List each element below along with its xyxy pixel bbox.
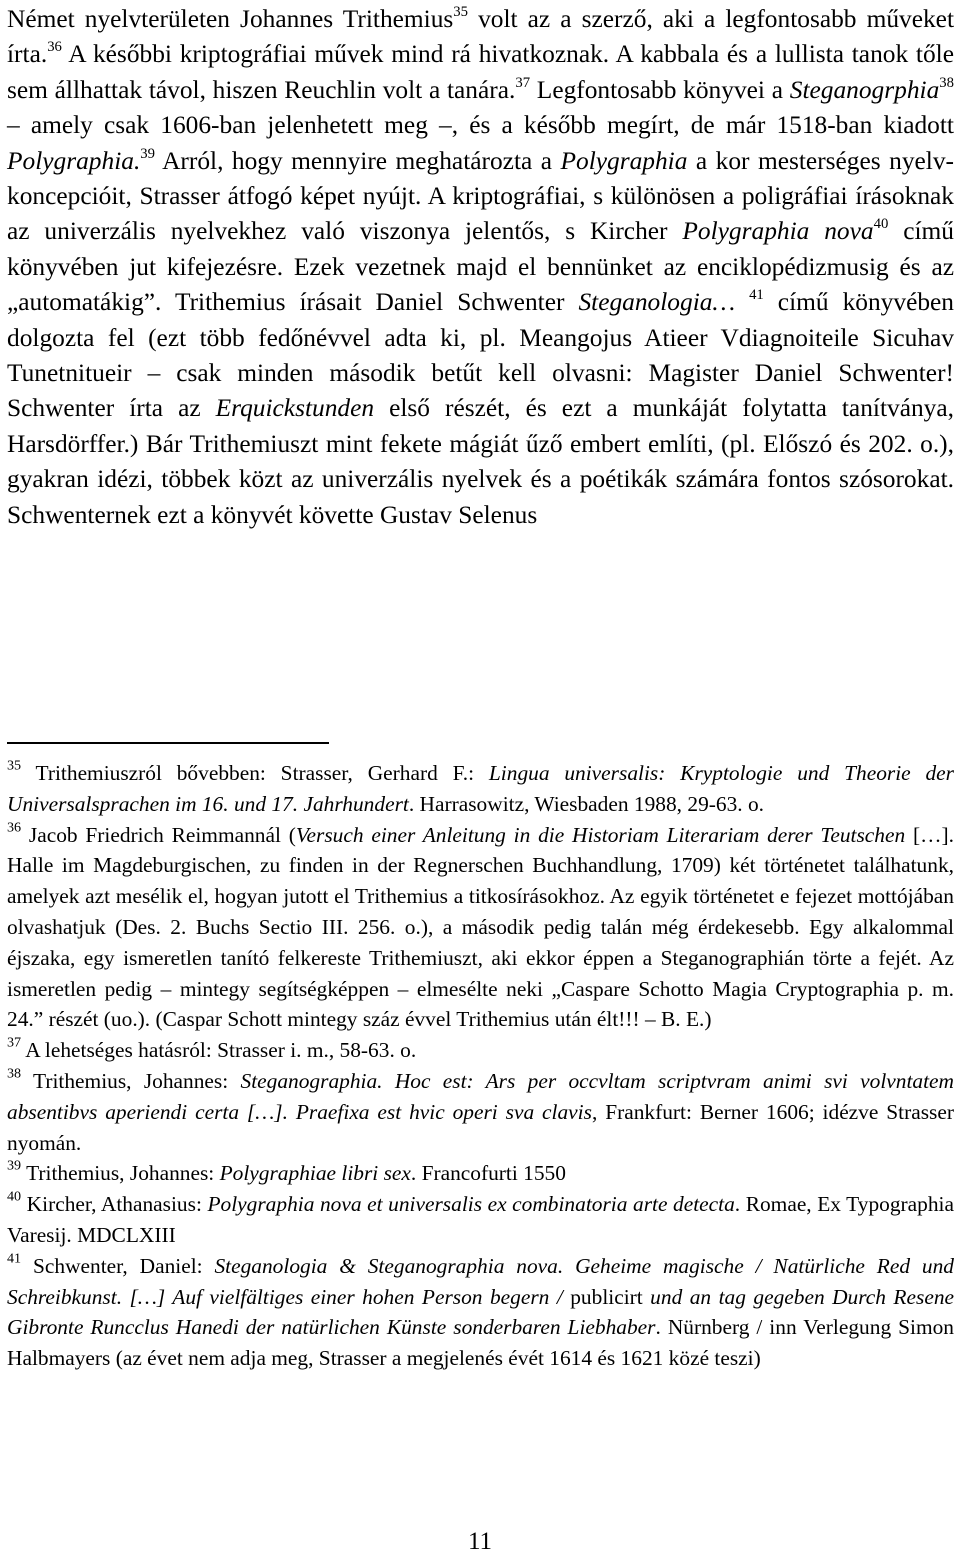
text-run: Német nyelvterületen Johannes Trithemius (7, 5, 454, 33)
footnote-35 (7, 758, 954, 820)
text-run: . Romae, Ex Typographia Varesij. MDCLXIII (7, 1192, 954, 1247)
text-run: A lehetséges hatásról: Strasser i. m., 58-63. o. (21, 1038, 417, 1063)
page-number: 11 (467, 1528, 493, 1555)
text-run (735, 288, 749, 316)
text-run: Trithemius, Johannes: (21, 1068, 241, 1093)
footnote-36 (7, 820, 954, 1036)
text-run: A későbbi kriptográfiai művek mind rá hivatkoznak. A kabbala és a lullista tanok tőle sem állhattak távol, hiszen Reuchlin volt a tanára. (7, 40, 954, 104)
footnote-mark: 37 (7, 1034, 22, 1051)
italic-text: Polygraphia nova et universalis ex combinatoria arte detecta (207, 1192, 735, 1217)
italic-text: Steganogrphia (789, 75, 940, 104)
italic-text: Versuch einer Anleitung in die Historiam Literariam derer Teutschen (295, 822, 906, 847)
footnote-mark: 35 (7, 757, 22, 774)
italic-text: Lingua universalis: Kryptologie und Theorie der Universalsprachen im 16. und 17. Jahrhundert (7, 761, 954, 816)
text-run: – amely csak 1606-ban jelenhetett meg –, és a később megírt, de már 1518-ban kiadott (7, 111, 954, 140)
footnote-mark: 39 (7, 1157, 22, 1174)
text-run: . Harrasowitz, Wiesbaden 1988, 29-63. o. (408, 791, 765, 816)
footnote-mark: 38 (7, 1065, 22, 1082)
text-run: volt az a szerző, aki a legfontosabb műveket írta. (7, 5, 954, 69)
text-run: Kircher, Athanasius: (21, 1192, 208, 1217)
text-run: […]. Halle im Magdeburgischen, zu finden in der Regnerschen Buchhandlung, 1709) két történetet találhatunk, amelyek azt mesélik el, hogyan jutott el Trithemius a titkosírásokhoz. Az egyik történetet e fejezet mottójában olvashatjuk (Des. 2. Buchs Sectio III. 256. o.), a második pedig talán még érdekesebb. Egy alkalommal éjszaka, egy ismeretlen tanító felkereste Trithemiuszt, aki ekkor éppen a Steganographián törte a fejét. Az ismeretlen pedig – mintegy segítségképpen – elmesélte neki „Caspare Schotto Magia Cryptographia p. m. 24.” részét (uo.). (Caspar Schott mintegy száz évvel Trithemius után élt!!! – B. E.) (7, 822, 954, 1032)
footnote-mark: 40 (7, 1188, 22, 1205)
footnote-40 (7, 1189, 954, 1251)
text-run: Legfontosabb könyvei a (530, 75, 790, 104)
italic-text: Polygraphia (560, 146, 688, 175)
text-run: első részét, és ezt a munkáját folytatta tanítványa, Harsdörffer.) Bár Trithemiuszt mint fekete mágiát űző embert említi, (pl. Előszó és 202. o.), gyakran idézi, többek közt az univerzális nyelvek és a poétikák számára fontos szósorokat. Schwenternek ezt a könyvét követte Gustav Selenus (7, 394, 954, 529)
footnote-38 (7, 1066, 954, 1158)
body-paragraph (7, 0, 954, 533)
text-run: Trithemius, Johannes: (21, 1161, 220, 1186)
text-run: Jacob Friedrich Reimmannál ( (21, 822, 296, 847)
text-run: a kor mesterséges nyelv-koncepcióit, Strasser átfogó képet nyújt. A kriptográfiai, s különösen a poligráfiai írásoknak az univerzális nyelvekhez való viszonya jelentős, s Kircher (7, 146, 954, 246)
italic-text: Polygraphia nova (682, 217, 874, 246)
text-run: Trithemiuszról bővebben: Strasser, Gerhard F.: (21, 761, 489, 785)
text-run: , Frankfurt: Berner 1606; idézve Strasser nyomán. (7, 1099, 954, 1155)
footnote-reference: 37 (515, 74, 531, 91)
footnote-reference: 35 (453, 3, 469, 20)
footnote-reference: 36 (47, 39, 62, 56)
footnote-reference: 39 (140, 145, 156, 162)
footnote-37 (7, 1035, 954, 1066)
footnotes (7, 758, 954, 1374)
italic-text: Erquickstunden (215, 394, 375, 423)
text-run: című könyvében dolgozta fel (ezt több fedőnévvel adta ki, pl. Meangojus Atieer Vdiagnoiteile Sicuhav Tunetnitueir – csak minden második betűt kell olvasni: Magister Daniel Schwenter! Schwenter írta az (7, 288, 954, 423)
text-run: Arról, hogy mennyire meghatározta a (155, 146, 561, 175)
text-run: című könyvében jut kifejezésre. Ezek vezetnek majd el bennünket az enciklopédizmusig és az „automatákig”. Trithemius írásait Daniel Schwenter (7, 217, 954, 317)
italic-text: Steganographia. Hoc est: Ars per occvltam scriptvram animi svi volvntatem absentibvs aperiendi certa […]. Praefixa est hvic operi sva clavis (7, 1068, 954, 1124)
italic-text: und an tag gegeben Durch Resene Gibronte Runcclus Hanedi der natürlichen Künste sonderbaren Liebhaber (7, 1284, 955, 1340)
page (7, 0, 954, 533)
italic-text: Polygraphiae libri sex (219, 1161, 411, 1186)
text-run: publicirt (570, 1284, 643, 1309)
italic-text: Steganologia & Steganographia nova. Geheime magische / Natürliche Red und Schreibkunst. […] Auf vielfältiges einer hohen Person begern / (7, 1253, 955, 1309)
footnote-separator (7, 742, 329, 744)
text-run: Schwenter, Daniel: (21, 1253, 215, 1278)
footnote-reference: 38 (939, 74, 954, 91)
italic-text: Polygraphia. (7, 146, 141, 175)
footnote-mark: 36 (7, 819, 22, 836)
footnote-41 (7, 1251, 954, 1374)
text-run: . Nürnberg / inn Verlegung Simon Halbmayers (az évet nem adja meg, Strasser a megjelenés évét 1614 és 1621 közé teszi) (7, 1315, 954, 1371)
footnote-reference: 40 (873, 216, 889, 233)
italic-text: Steganologia… (578, 288, 736, 317)
footnote-reference: 41 (749, 287, 764, 304)
text-run: . Francofurti 1550 (410, 1161, 566, 1186)
footnote-39 (7, 1158, 954, 1189)
footnote-mark: 41 (7, 1250, 22, 1267)
